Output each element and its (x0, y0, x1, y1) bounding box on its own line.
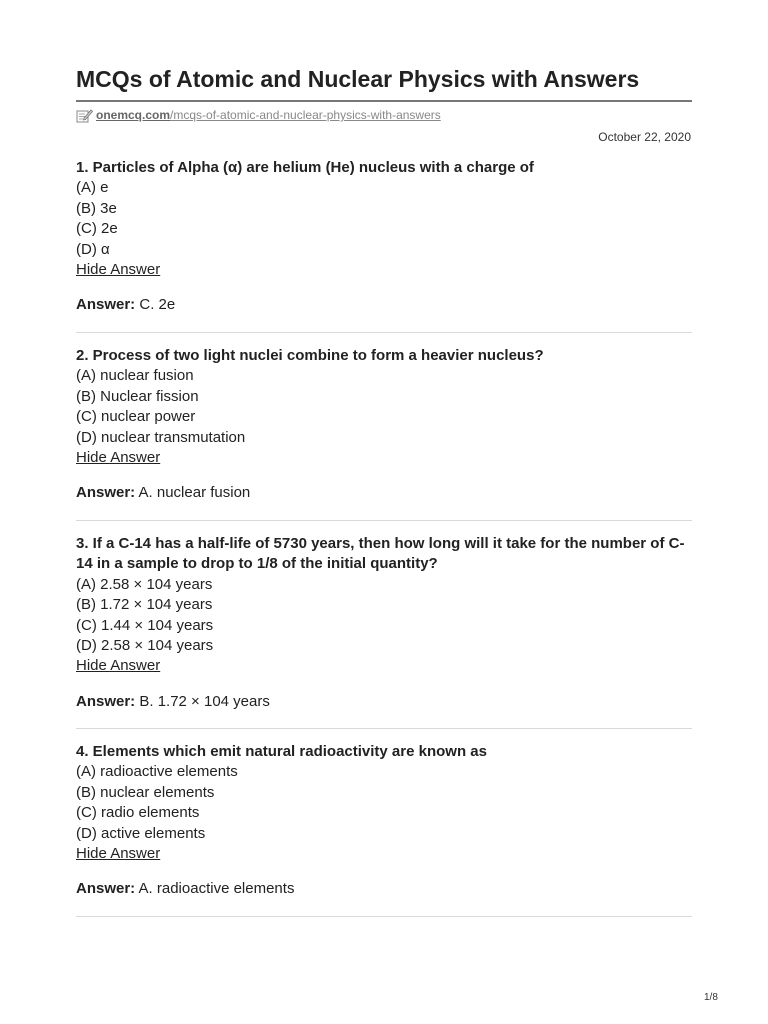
option-c: (C) 2e (76, 220, 118, 238)
answer-line (76, 692, 692, 712)
hide-answer-link[interactable]: Hide Answer (76, 261, 161, 279)
option-a: (A) e (76, 179, 109, 197)
answer-value: A. nuclear fusion (138, 484, 251, 502)
option-a: (A) nuclear fusion (76, 367, 194, 385)
answer-value: C. 2e (139, 296, 176, 314)
question-block-2 (76, 346, 692, 503)
answer-value: A. radioactive elements (138, 880, 295, 898)
option-d: (D) active elements (76, 824, 206, 842)
option-c: (C) 1.44 × 104 years (76, 616, 214, 634)
option-b: (B) nuclear elements (76, 783, 215, 801)
question-text: 2. Process of two light nuclei combine to form a heavier nucleus? (76, 347, 544, 364)
question-divider (76, 520, 692, 521)
question-block-4 (76, 742, 692, 899)
answer-value: B. 1.72 × 104 years (139, 692, 270, 710)
hide-answer-link[interactable]: Hide Answer (76, 449, 161, 467)
option-c: (C) nuclear power (76, 408, 196, 426)
option-d: (D) 2.58 × 104 years (76, 637, 214, 655)
question-block-3 (76, 534, 692, 712)
answer-line (76, 295, 692, 315)
source-path[interactable]: /mcqs-of-atomic-and-nuclear-physics-with-answers (170, 108, 441, 122)
answer-label: Answer: (76, 484, 136, 502)
question-text: 1. Particles of Alpha (α) are helium (He) nucleus with a charge of (76, 159, 534, 176)
pencil-note-icon (76, 108, 93, 123)
question-block-1 (76, 158, 692, 315)
answer-line (76, 879, 692, 899)
answer-line (76, 483, 692, 503)
title-divider (76, 100, 692, 102)
question-divider (76, 728, 692, 729)
publish-date: October 22, 2020 (598, 130, 691, 144)
hide-answer-link[interactable]: Hide Answer (76, 657, 161, 675)
option-a: (A) radioactive elements (76, 763, 238, 781)
source-link[interactable] (76, 107, 441, 123)
option-a: (A) 2.58 × 104 years (76, 575, 213, 593)
hide-answer-link[interactable]: Hide Answer (76, 845, 161, 863)
option-d: (D) nuclear transmutation (76, 428, 246, 446)
option-d: (D) α (76, 240, 110, 258)
option-b: (B) Nuclear fission (76, 387, 199, 405)
page-title: MCQs of Atomic and Nuclear Physics with Answers (76, 66, 640, 92)
option-b: (B) 1.72 × 104 years (76, 596, 213, 614)
page-number: 1/8 (704, 992, 718, 1003)
answer-label: Answer: (76, 692, 136, 710)
question-divider (76, 332, 692, 333)
question-text: 4. Elements which emit natural radioactivity are known as (76, 743, 487, 760)
option-c: (C) radio elements (76, 804, 200, 822)
answer-label: Answer: (76, 296, 136, 314)
question-text: 3. If a C-14 has a half-life of 5730 years, then how long will it take for the number of C-14 in a sample to drop to 1/8 of the initial quantity? (76, 535, 685, 573)
question-divider (76, 916, 692, 917)
source-domain[interactable]: onemcq.com (96, 108, 171, 122)
option-b: (B) 3e (76, 199, 117, 217)
answer-label: Answer: (76, 880, 136, 898)
